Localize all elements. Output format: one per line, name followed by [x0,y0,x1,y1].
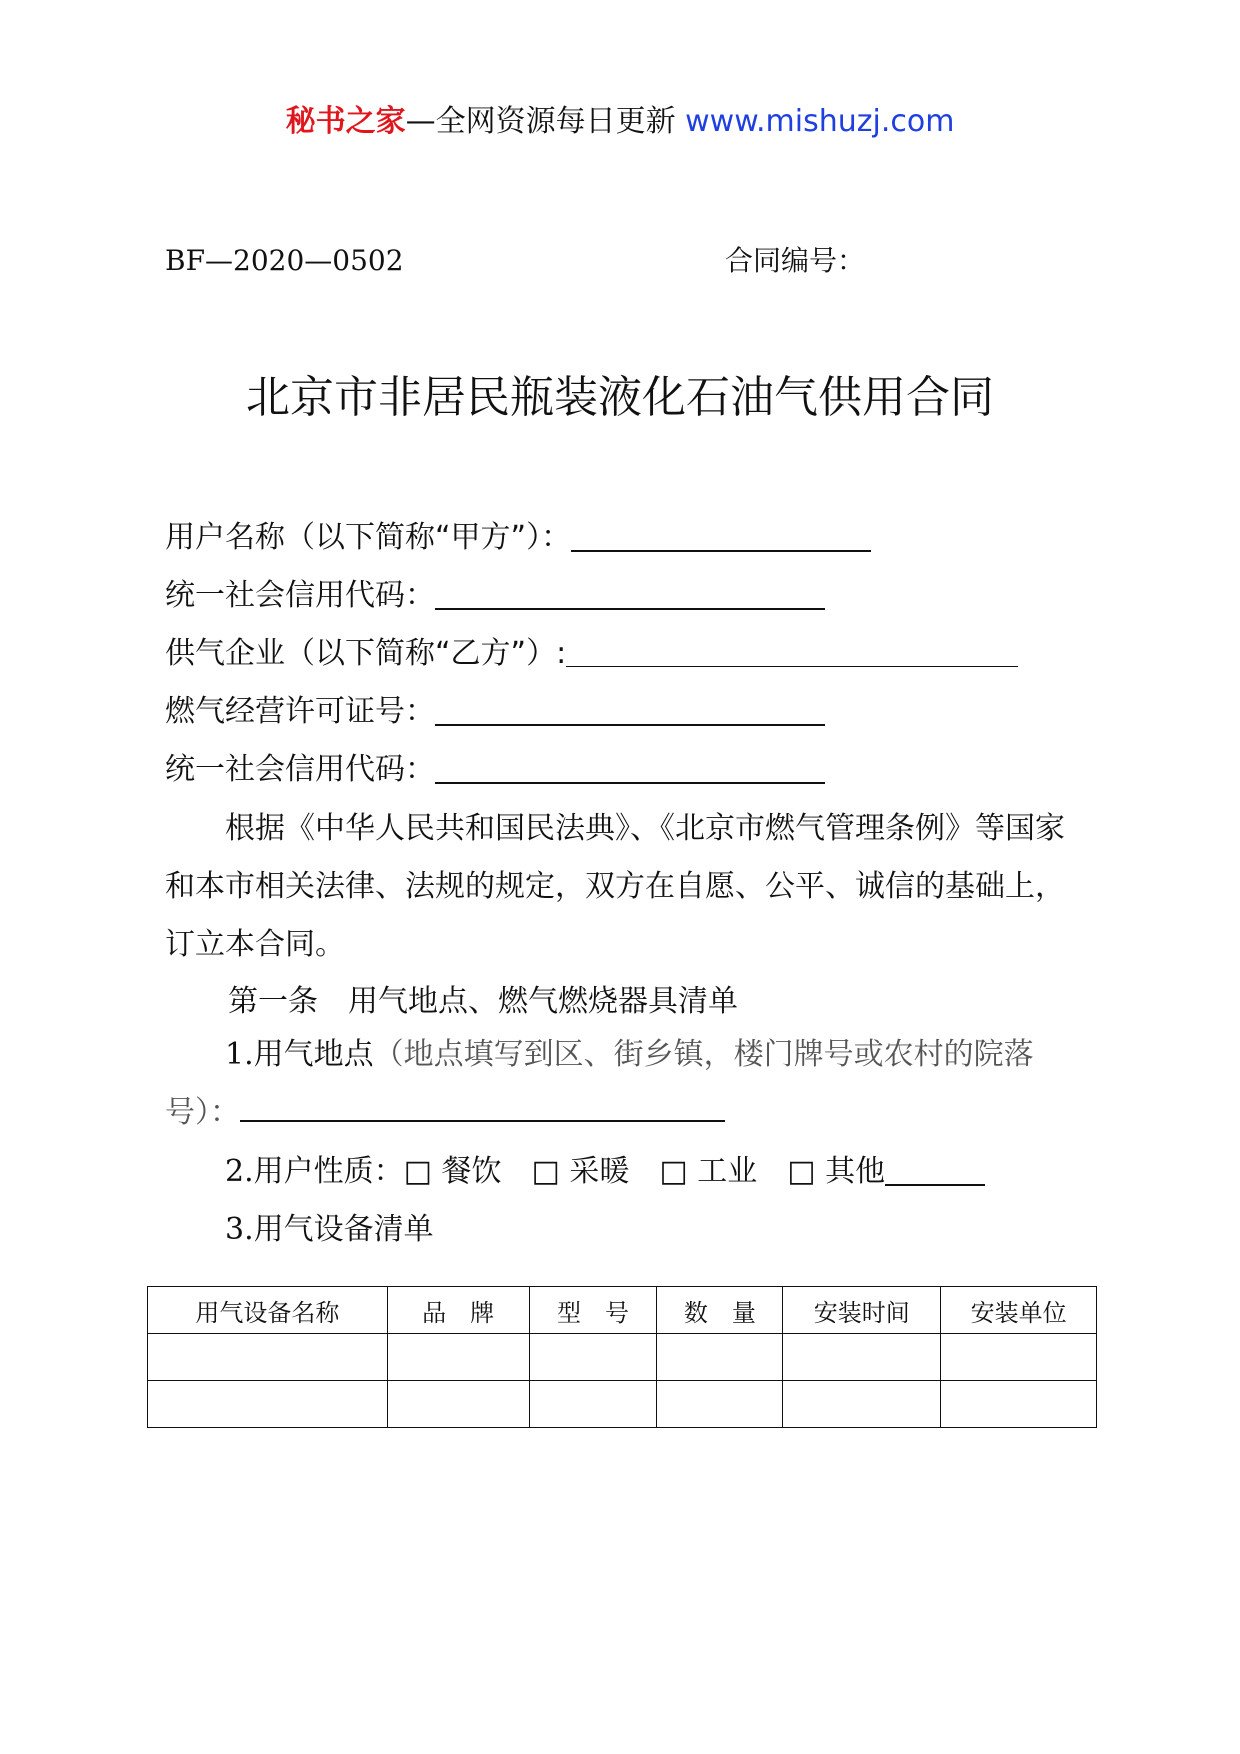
header-equipment-name: 用气设备名称 [148,1287,388,1334]
table-cell[interactable] [657,1334,783,1381]
option-other-blank[interactable] [885,1150,985,1186]
table-cell[interactable] [783,1334,941,1381]
credit-code-b-blank[interactable] [435,748,825,784]
preamble-paragraph: 根据《中华人民共和国民法典》、《北京市燃气管理条例》等国家和本市相关法律、法规的规定，双方在自愿、公平、诚信的基础上，订立本合同。 [165,811,1065,962]
site-brand: 秘书之家 [285,104,406,139]
item-3-number: 3. [225,1212,254,1247]
credit-code-b-label: 统一社会信用代码： [165,752,435,787]
site-slogan: —全网资源每日更新 [405,104,676,139]
credit-code-a-blank[interactable] [435,574,825,610]
item-1-blank[interactable] [240,1090,725,1122]
document-title: 北京市非居民瓶装液化石油气供用合同 [246,372,994,423]
item-1-hint: （地点填写到区、街乡镇，楼门牌号或农村的院落号）： [165,1037,1034,1130]
option-industry[interactable]: □ 工业 [659,1154,758,1189]
table-cell[interactable] [148,1381,388,1428]
party-b-blank[interactable] [566,632,1018,667]
table-cell[interactable] [941,1381,1097,1428]
item-3-label: 用气设备清单 [253,1212,434,1247]
contract-number-label: 合同编号： [725,244,866,277]
table-cell[interactable] [529,1334,657,1381]
item-1-paragraph [165,1026,1075,1142]
credit-code-b-field [165,748,825,792]
party-b-field [165,632,1018,676]
header-brand: 品 牌 [387,1287,529,1334]
option-catering[interactable]: □ 餐饮 [403,1154,502,1189]
table-cell[interactable] [529,1381,657,1428]
party-a-field [165,516,871,560]
item-3-line [225,1208,434,1252]
table-cell[interactable] [941,1334,1097,1381]
header-install-time: 安装时间 [783,1287,941,1334]
option-other[interactable]: □ 其他 [787,1154,886,1189]
table-row [148,1381,1097,1428]
article-1-heading: 第一条 用气地点、燃气燃烧器具清单 [228,984,738,1019]
equipment-table [147,1286,1097,1428]
table-header-row [148,1287,1097,1334]
license-field [165,690,825,734]
credit-code-a-label: 统一社会信用代码： [165,578,435,613]
license-label: 燃气经营许可证号： [165,694,435,729]
table-cell[interactable] [387,1334,529,1381]
party-b-label: 供气企业（以下简称“乙方”）: [165,636,567,671]
item-1-number: 1. [225,1037,254,1072]
header-install-unit: 安装单位 [941,1287,1097,1334]
party-a-label: 用户名称（以下简称“甲方”）： [165,520,572,555]
table-row [148,1334,1097,1381]
table-cell[interactable] [783,1381,941,1428]
document-code: BF—2020—0502 [165,244,404,277]
party-a-blank[interactable] [571,516,871,552]
option-heating[interactable]: □ 采暖 [531,1154,630,1189]
site-banner [0,100,1240,144]
credit-code-a-field [165,574,825,618]
table-cell[interactable] [657,1381,783,1428]
table-cell[interactable] [148,1334,388,1381]
header-quantity: 数 量 [657,1287,783,1334]
license-blank[interactable] [435,690,825,726]
item-1-label: 用气地点 [253,1037,374,1072]
item-2-number: 2. [225,1154,254,1189]
site-url-link[interactable]: www.mishuzj.com [685,104,955,139]
item-2-label: 用户性质： [253,1154,404,1189]
table-cell[interactable] [387,1381,529,1428]
header-model: 型 号 [529,1287,657,1334]
item-2-line [225,1150,985,1194]
